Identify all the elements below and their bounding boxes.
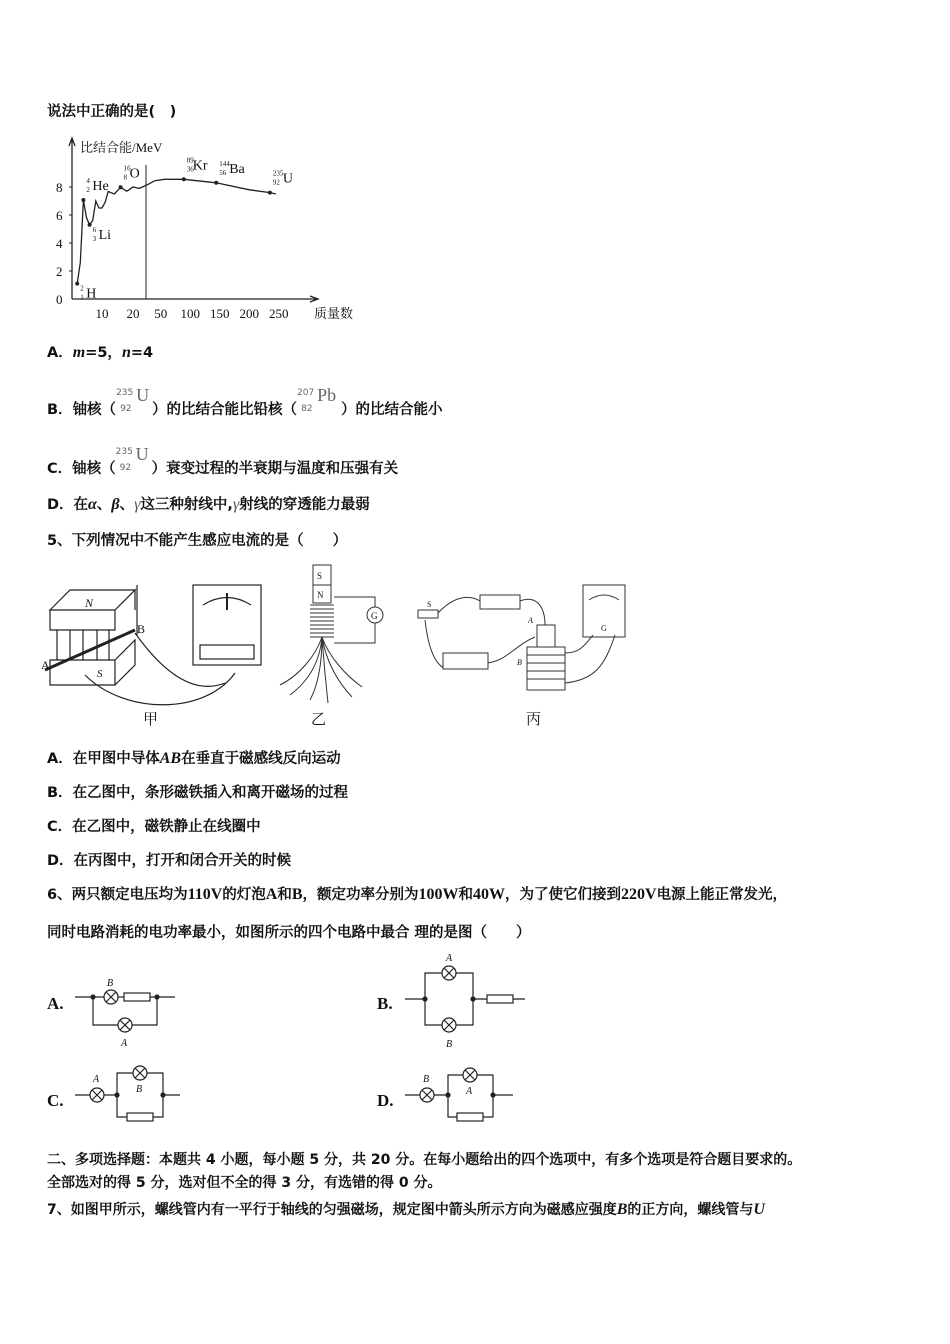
beta-symbol: β	[111, 496, 120, 513]
nuclide-label-h	[80, 285, 96, 302]
mass-number: 2	[80, 284, 84, 293]
nuclide-label-li	[93, 226, 112, 243]
q6-option-a-label[interactable]: A.	[47, 994, 64, 1013]
data-point-he	[81, 198, 85, 202]
mass-number: 89	[186, 156, 194, 165]
q7-stem: 7、如图甲所示，螺线管内有一平行于轴线的匀强磁场，规定图中箭头所示方向为磁感应强度B的正方向，螺线管与U	[47, 1201, 765, 1218]
lamp-icon	[90, 1088, 104, 1102]
option-label: C．	[47, 461, 73, 477]
coil	[310, 605, 334, 637]
q4-option-b[interactable]	[47, 385, 443, 419]
svg-text:A: A	[528, 616, 533, 625]
atomic-number: 36	[186, 165, 194, 174]
q6-option-c-label[interactable]: C.	[47, 1091, 64, 1110]
var-n: n	[121, 344, 131, 361]
option-text: 这三种射线中,	[140, 497, 233, 513]
label-s: S	[97, 668, 103, 680]
circuit-b[interactable]	[405, 955, 530, 1050]
resistor-icon	[124, 993, 150, 1001]
y-tick-label: 0	[56, 292, 63, 307]
x-tick-label: 100	[180, 306, 200, 321]
svg-text:B: B	[107, 978, 114, 989]
option-label: A．	[47, 751, 73, 767]
lamp-icon	[420, 1088, 434, 1102]
chart-marks	[75, 156, 293, 301]
resistor-icon	[127, 1113, 153, 1121]
mass-number: 6	[92, 225, 97, 234]
gamma-symbol: γ	[134, 496, 141, 513]
q5-option-b[interactable]	[47, 784, 348, 802]
y-axis	[69, 138, 75, 299]
isotope-u235: 235 92 U	[115, 444, 149, 473]
field-lines	[280, 637, 362, 703]
option-label: A．	[47, 345, 73, 361]
figure-bing	[415, 565, 645, 705]
element-symbol: Ba	[229, 161, 245, 177]
figure-jia	[41, 565, 275, 705]
q6-option-b-label[interactable]: B.	[377, 994, 393, 1013]
data-point-u	[268, 191, 272, 195]
svg-text:S: S	[427, 600, 432, 609]
rheostat	[480, 595, 520, 609]
q4-option-a[interactable]	[47, 344, 153, 362]
coil-a-small	[443, 653, 488, 669]
option-text: 射线的穿透能力最弱	[239, 497, 370, 513]
nuclide-label-u	[273, 170, 293, 187]
q5-option-a[interactable]	[47, 750, 341, 768]
mass-number: 235	[272, 169, 284, 178]
alpha-symbol: α	[88, 496, 97, 513]
nuclide-label-kr	[187, 156, 208, 173]
element-symbol: U	[282, 171, 294, 187]
lamp-icon	[104, 990, 118, 1004]
figure-caption-jia: 甲	[143, 710, 159, 728]
x-tick-label: 10	[95, 306, 109, 321]
var-ab: AB	[159, 750, 182, 767]
section2-instructions-line1: 二、多项选择题：本题共 4 小题，每小题 5 分，共 20 分。在每小题给出的四个选项中，有多个选项是符合题目要求的。	[47, 1152, 802, 1168]
x-tick-label: 20	[126, 306, 140, 321]
data-point-kr	[182, 177, 186, 181]
svg-text:B: B	[517, 658, 522, 667]
question-stem-tail: 说法中正确的是( )	[47, 104, 177, 120]
isotope-u235: 235 92 U	[116, 385, 150, 414]
data-point-h	[75, 282, 79, 286]
element-symbol: Li	[98, 227, 112, 243]
x-axis-label: 质量数	[314, 306, 354, 321]
svg-text:A: A	[446, 953, 453, 964]
data-point-ba	[214, 181, 218, 185]
label-b: B	[137, 622, 146, 636]
data-point-li	[88, 223, 92, 227]
atomic-number: 92	[272, 178, 280, 187]
q5-stem: 5、下列情况中不能产生感应电流的是（ ）	[47, 533, 348, 549]
gamma-symbol: γ	[232, 496, 240, 513]
x-tick-label: 50	[154, 306, 168, 321]
isotope-pb207: 207 82 Pb	[297, 385, 337, 414]
mass-number: 144	[219, 159, 230, 168]
separator: 、	[119, 497, 135, 513]
option-text: =4	[130, 345, 154, 361]
resistor-icon	[457, 1113, 483, 1121]
figure-yi	[280, 565, 390, 705]
q6-stem-line2: 同时电路消耗的电功率最小，如图所示的四个电路中最合 理的是图（ ）	[47, 925, 531, 941]
option-text: 在乙图中，磁铁静止在线圈中	[72, 819, 261, 835]
option-text: 在垂直于磁感线反向运动	[181, 751, 341, 767]
y-axis-label: 比结合能/MeV	[80, 140, 163, 155]
option-label: D．	[47, 497, 74, 513]
separator: 、	[96, 497, 112, 513]
binding-energy-chart	[0, 0, 950, 340]
option-text: 在丙图中，打开和闭合开关的时候	[73, 853, 292, 869]
resistor-icon	[487, 995, 513, 1003]
atomic-number: 56	[219, 168, 227, 177]
var-m: m	[72, 344, 86, 361]
option-text: ）的比结合能比铅核（	[152, 402, 298, 418]
q6-option-d-label[interactable]: D.	[377, 1091, 394, 1110]
option-label: D．	[47, 853, 74, 869]
mass-number: 16	[123, 164, 131, 173]
option-text: ）衰变过程的半衰期与温度和压强有关	[151, 461, 399, 477]
figure-caption-yi: 乙	[311, 710, 327, 728]
element-symbol: O	[129, 166, 140, 182]
q5-option-c[interactable]	[47, 818, 261, 836]
lamp-icon	[463, 1068, 477, 1082]
q4-option-c[interactable]	[47, 444, 399, 478]
q6-stem-line1: 6、两只额定电压均为110V的灯泡A和B，额定功率分别为100W和40W，为了使它们接到220V电源上能正常发光，	[47, 886, 788, 903]
coil-b	[527, 647, 565, 690]
circuit-a[interactable]	[75, 955, 185, 1050]
svg-text:A: A	[121, 1038, 128, 1049]
svg-text:N: N	[317, 590, 324, 600]
data-point-o	[119, 185, 123, 189]
y-tick-label: 8	[56, 180, 63, 195]
section2-instructions-line2: 全部选对的得 5 分，选对但不全的得 3 分，有选错的得 0 分。	[47, 1175, 442, 1191]
atomic-number: 1	[80, 293, 84, 302]
svg-text:G: G	[601, 624, 607, 633]
svg-text:S: S	[317, 571, 323, 581]
x-tick-label: 150	[210, 306, 230, 321]
option-text: 在乙图中，条形磁铁插入和离开磁场的过程	[72, 785, 349, 801]
lamp-icon	[133, 1066, 147, 1080]
label-a: A	[41, 658, 50, 672]
x-tick-label: 250	[269, 306, 289, 321]
y-tick-label: 2	[56, 264, 63, 279]
q5-option-d[interactable]	[47, 852, 291, 870]
option-label: B．	[47, 785, 73, 801]
atomic-number: 8	[123, 173, 128, 182]
svg-text:B: B	[423, 1074, 430, 1085]
option-text: ）的比结合能小	[341, 402, 443, 418]
circuit-d[interactable]	[405, 1065, 530, 1130]
svg-text:B: B	[446, 1039, 453, 1050]
nuclide-label-ba	[219, 160, 245, 177]
option-text: 铀核（	[72, 402, 117, 418]
y-tick-label: 6	[56, 208, 63, 223]
circuit-c[interactable]	[75, 1065, 185, 1130]
lamp-icon	[118, 1018, 132, 1032]
option-text: 在甲图中导体	[72, 751, 160, 767]
element-symbol: Kr	[192, 158, 208, 174]
option-text: 铀核（	[72, 461, 116, 477]
svg-text:B: B	[136, 1084, 143, 1095]
label-n: N	[85, 596, 94, 610]
element-symbol: He	[92, 179, 109, 195]
option-text: =5，	[85, 345, 122, 361]
nuclide-label-he	[86, 177, 108, 194]
switch	[418, 610, 438, 618]
x-axis	[72, 293, 318, 302]
y-tick-label: 4	[56, 236, 63, 251]
option-label: C．	[47, 819, 73, 835]
svg-text:A: A	[93, 1074, 100, 1085]
option-label: B．	[47, 402, 73, 418]
mass-number: 4	[86, 177, 90, 186]
q4-option-d[interactable]	[47, 496, 370, 514]
option-text: 在	[73, 497, 89, 513]
atomic-number: 3	[92, 234, 97, 243]
lamp-icon	[442, 1018, 456, 1032]
atomic-number: 2	[86, 186, 90, 195]
lamp-icon	[442, 966, 456, 980]
element-symbol: H	[86, 286, 97, 302]
svg-text:A: A	[466, 1086, 473, 1097]
nuclide-label-o	[124, 164, 140, 181]
x-tick-label: 200	[239, 306, 259, 321]
figure-caption-bing: 丙	[526, 710, 542, 728]
svg-text:G: G	[371, 611, 378, 621]
